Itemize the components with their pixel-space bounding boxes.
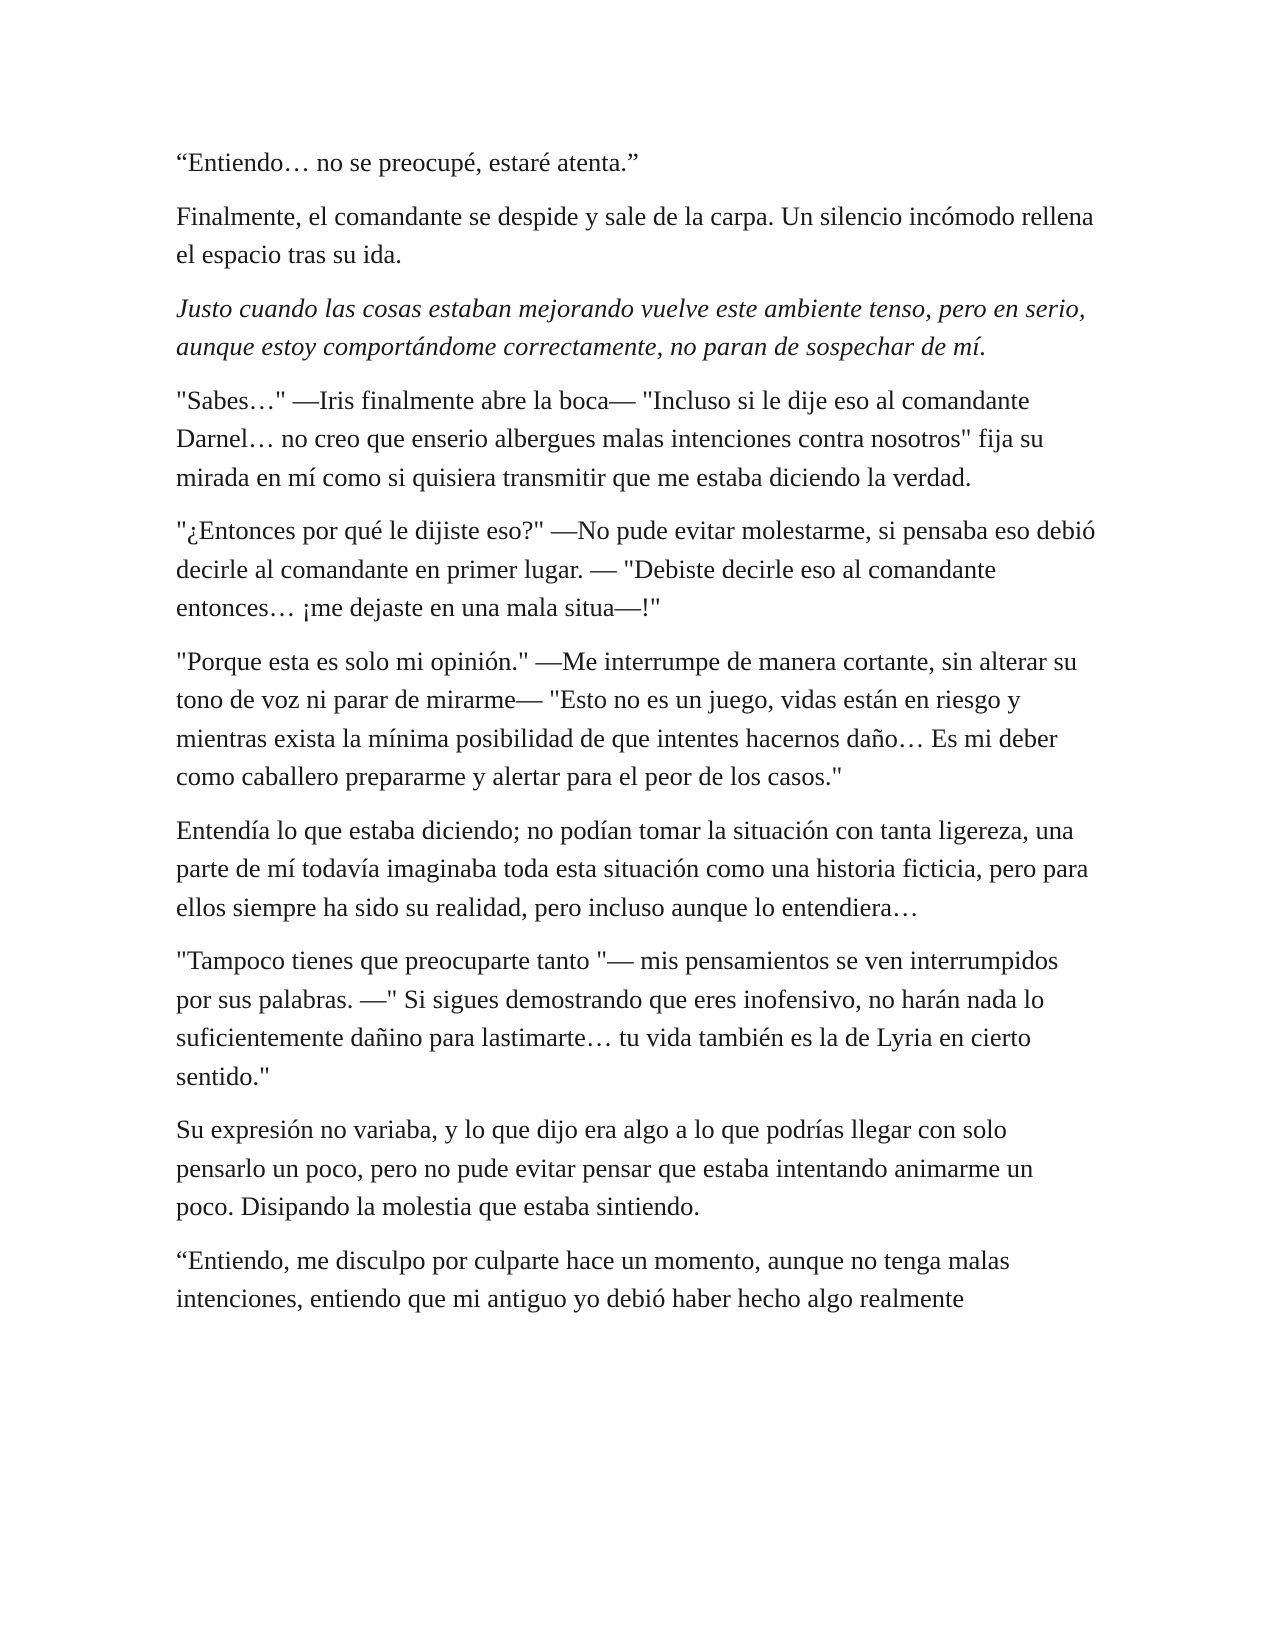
paragraph: Finalmente, el comandante se despide y sale de la carpa. Un silencio incómodo rellena el espacio tras su ida. bbox=[176, 200, 1094, 269]
paragraph: "Tampoco tienes que preocuparte tanto "— mis pensamientos se ven interrumpidos por sus palabras. —" Si sigues demostrando que eres inofensivo, no harán nada lo suficientemente dañino para lastimarte… tu vida también es la de Lyria en cierto sentido." bbox=[176, 945, 1059, 1091]
paragraph: Entendía lo que estaba diciendo; no podían tomar la situación con tanta ligereza, una parte de mí todavía imaginaba toda esta situación como una historia ficticia, pero para ellos siempre ha sido su realidad, pero incluso aunque lo entendiera… bbox=[176, 814, 1089, 922]
paragraph: "¿Entonces por qué le dijiste eso?" —No pude evitar molestarme, si pensaba eso debió decirle al comandante en primer lugar. — "Debiste decirle eso al comandante entonces… ¡me dejaste en una mala situa—!" bbox=[176, 515, 1096, 622]
document-body bbox=[176, 143, 1096, 1333]
paragraph: "Sabes…" —Iris finalmente abre la boca— "Incluso si le dije eso al comandante Darnel… no creo que enserio albergues malas intenciones contra nosotros" fija su mirada en mí como si quisiera transmitir que me estaba diciendo la verdad. bbox=[176, 384, 1044, 492]
paragraph: “Entiendo… no se preocupé, estaré atenta.” bbox=[176, 147, 639, 177]
paragraph: “Entiendo, me disculpo por culparte hace un momento, aunque no tenga malas intenciones, entiendo que mi antiguo yo debió haber hecho algo realmente bbox=[176, 1244, 1010, 1313]
paragraph: "Porque esta es solo mi opinión." —Me interrumpe de manera cortante, sin alterar su tono de voz ni parar de mirarme— "Esto no es un juego, vidas están en riesgo y mientras exista la mínima posibilidad de que intentes hacernos daño… Es mi deber como caballero prepararme y alertar para el peor de los casos." bbox=[176, 645, 1078, 791]
italic-thought-paragraph: Justo cuando las cosas estaban mejorando vuelve este ambiente tenso, pero en serio, aunque estoy comportándome correctamente, no paran de sospechar de mí. bbox=[176, 292, 1086, 361]
paragraph: Su expresión no variaba, y lo que dijo era algo a lo que podrías llegar con solo pensarlo un poco, pero no pude evitar pensar que estaba intentando animarme un poco. Disipando la molestia que estaba sintiendo. bbox=[176, 1114, 1034, 1221]
